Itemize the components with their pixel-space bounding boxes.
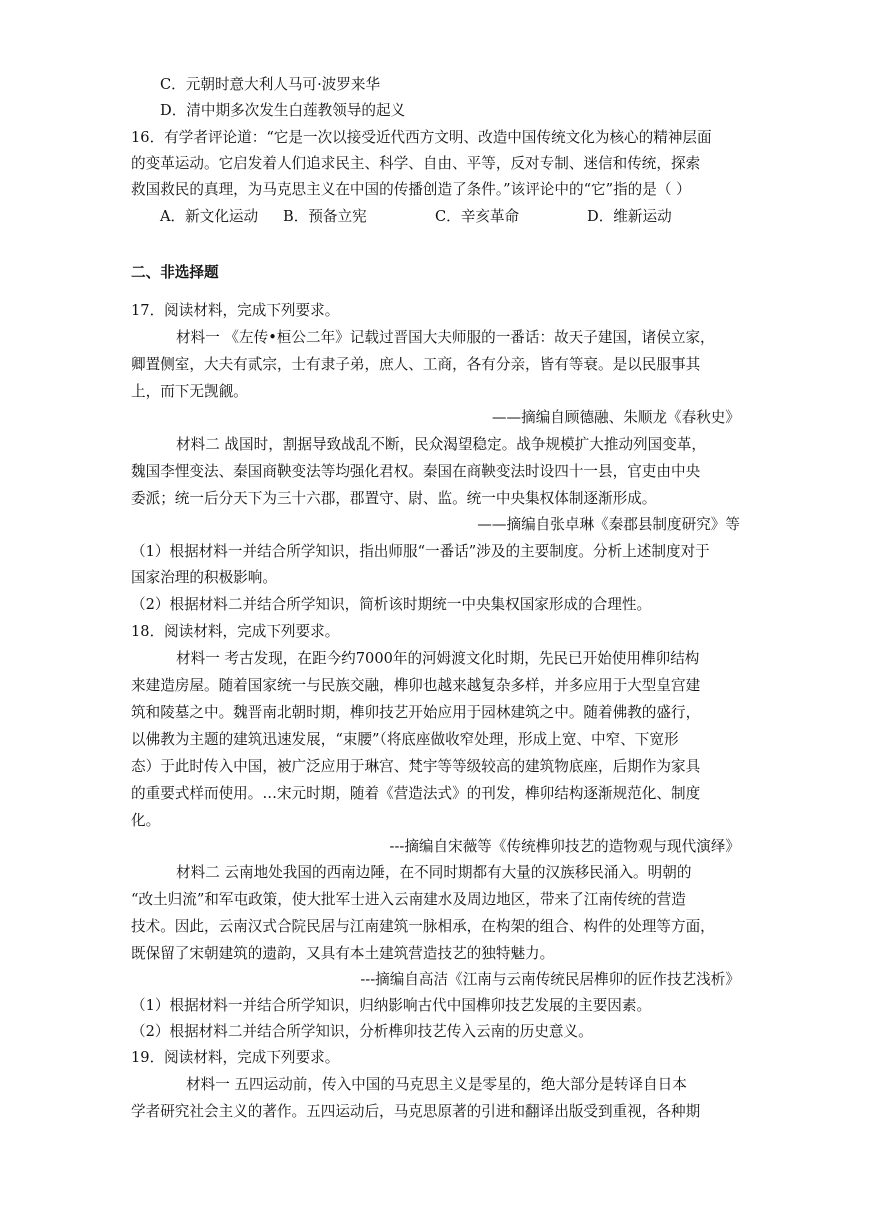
q17-stem: 17．阅读材料，完成下列要求。 [131,302,340,319]
q15-option-d: D．清中期多次发生白莲教领导的起义 [160,102,406,119]
q17-subquestion-1-line-2: 国家治理的积极影响。 [131,569,277,586]
q18-material2-source: ---摘编自高洁《江南与云南传统民居榫卯的匠作技艺浅析》 [360,971,740,988]
q18-material2-line-3: 技术。因此，云南汉式合院民居与江南建筑一脉相承，在构架的组合、构件的处理等方面， [131,918,715,935]
q17-subquestion-1-line-1: （1）根据材料一并结合所学知识，指出师服“一番话”涉及的主要制度。分析上述制度对于 [131,543,710,560]
q18-material2-line-2: “改土归流”和军屯政策，使大批军士进入云南建水及周边地区，带来了江南传统的营造 [131,891,686,908]
q18-material1-line-7: 化。 [131,812,161,829]
q18-material2-line-4: 既保留了宋朝建筑的遗韵，又具有本土建筑营造技艺的独特魅力。 [131,945,555,962]
q18-material1-line-1: 材料一 考古发现，在距今约7000年的河姆渡文化时期，先民已开始使用榫卯结构 [176,650,700,667]
q18-stem: 18．阅读材料，完成下列要求。 [131,623,340,640]
q17-material1-line-3: 上，而下无觊觎。 [131,383,248,400]
q16-stem-line-3: 救国救民的真理，为马克思主义在中国的传播创造了条件。”该评论中的“它”指的是（ ） [131,181,691,198]
q17-material2-line-1: 材料二 战国时，割据导致战乱不断，民众渴望稳定。战争规模扩大推动列国变革， [176,436,707,453]
q16-option-c: C．辛亥革命 [435,208,520,225]
q17-material2-line-3: 委派；统一后分天下为三十六郡，郡置守、尉、监。统一中央集权体制逐渐形成。 [131,490,657,507]
q17-material1-line-1: 材料一 《左传•桓公二年》记载过晋国大夫师服的一番话：故天子建国，诸侯立家， [176,329,715,346]
q19-material1-line-2: 学者研究社会主义的著作。五四运动后，马克思原著的引进和翻译出版受到重视，各种期 [131,1103,701,1120]
q16-stem-line-1: 16．有学者评论道：“它是一次以接受近代西方文明、改造中国传统文化为核心的精神层面 [131,129,712,146]
q17-subquestion-2: （2）根据材料二并结合所学知识，简析该时期统一中央集权国家形成的合理性。 [131,596,652,613]
q19-material1-line-1: 材料一 五四运动前，传入中国的马克思主义是零星的，绝大部分是转译自日本 [186,1076,687,1093]
q17-material2-line-2: 魏国李悝变法、秦国商鞅变法等均强化君权。秦国在商鞅变法时设四十一县，官吏由中央 [131,463,701,480]
q18-material1-line-5: 态）于此时传入中国，被广泛应用于琳宫、梵宇等等级较高的建筑物底座，后期作为家具 [131,758,701,775]
section-title: 二、非选择题 [131,264,219,281]
q18-material1-source: ---摘编自宋薇等《传统榫卯技艺的造物观与现代演绎》 [389,838,740,855]
q16-stem-line-2: 的变革运动。它启发着人们追求民主、科学、自由、平等，反对专制、迷信和传统，探索 [131,155,701,172]
q18-material1-line-6: 的重要式样而使用。…宋元时期，随着《营造法式》的刊发，榫卯结构逐渐规范化、制度 [131,785,701,802]
q16-option-d: D．维新运动 [587,208,672,225]
q18-material1-line-4: 以佛教为主题的建筑迅速发展，“束腰”（将底座做收窄处理，形成上宽、中窄、下宽形 [131,731,679,748]
q15-option-c: C．元朝时意大利人马可·波罗来华 [160,76,381,93]
q19-stem: 19．阅读材料，完成下列要求。 [131,1049,340,1066]
q16-option-a: A．新文化运动 [160,208,259,225]
q18-material1-line-2: 来建造房屋。随着国家统一与民族交融，榫卯也越来越复杂多样，并多应用于大型皇宫建 [131,677,701,694]
q18-subquestion-2: （2）根据材料二并结合所学知识，分析榫卯技艺传入云南的历史意义。 [131,1023,593,1040]
q18-material1-line-3: 筑和陵墓之中。魏晋南北朝时期，榫卯技艺开始应用于园林建筑之中。随着佛教的盛行， [131,704,701,721]
q18-material2-line-1: 材料二 云南地处我国的西南边陲，在不同时期都有大量的汉族移民涌入。明朝的 [176,864,692,881]
q17-material2-source: ——摘编自张卓琳《秦郡县制度研究》等 [477,516,740,533]
q18-subquestion-1: （1）根据材料一并结合所学知识，归纳影响古代中国榫卯技艺发展的主要因素。 [131,997,652,1014]
q17-material1-line-2: 卿置侧室，大夫有贰宗，士有隶子弟，庶人、工商，各有分亲，皆有等衰。是以民服事其 [131,356,701,373]
q17-material1-source: ——摘编自顾德融、朱顺龙《春秋史》 [491,409,740,426]
q16-option-b: B．预备立宪 [283,208,367,225]
